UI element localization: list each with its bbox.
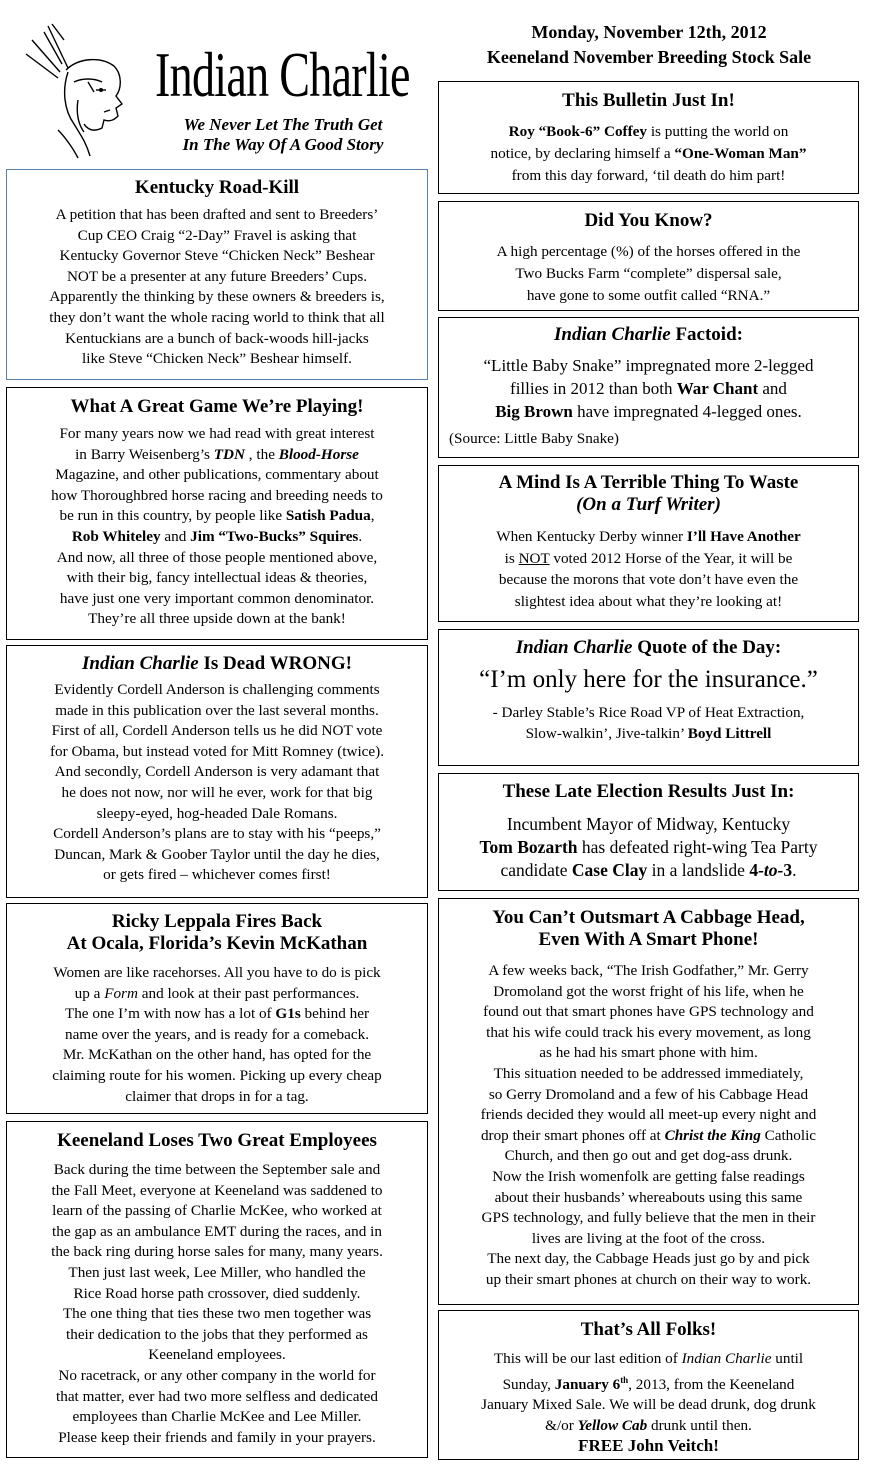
article-body: This will be our last edition of Indian Charlie until Sunday, January 6th, 2013, from the Keeneland January Mixed Sale. We will be dead drunk, dog drunk &/or Yellow Cab drunk until then. FREE John Veitch! (481, 1350, 816, 1456)
issue-date: Monday, November 12th, 2012 (531, 22, 767, 42)
article-did-you-know (438, 201, 859, 311)
dateline (440, 20, 858, 70)
article-factoid (438, 317, 859, 458)
article-title: Keeneland Loses Two Great Employees (57, 1130, 377, 1151)
article-body: “Little Baby Snake” impregnated more 2-legged fillies in 2012 than both War Chant and Big Brown have impregnated 4-legged ones. (483, 356, 814, 421)
article-body: Women are like racehorses. All you have to do is pick up a Form and look at their past performances. The one I’m with now has a lot of G1s behind her name over the years, and is ready for a comeback. Mr. McKathan on the other hand, has opted for the claiming route for his women. Picking up every cheap claimer that drops in for a tag. (52, 964, 382, 1105)
article-election-results (438, 773, 859, 891)
article-body: Roy “Book-6” Coffey is putting the world on notice, by declaring himself a “One-Woman Man” from this day forward, ‘til death do him part! (490, 123, 807, 184)
tagline: We Never Let The Truth Get In The Way Of A Good Story (182, 115, 384, 154)
article-keeneland-employees (6, 1121, 428, 1458)
article-title: You Can’t Outsmart A Cabbage Head, Even With A Smart Phone! (492, 907, 805, 950)
article-quote-of-day (438, 629, 859, 766)
article-body: A few weeks back, “The Irish Godfather,” Mr. Gerry Dromoland got the worst fright of his life, when he found out that smart phones have GPS technology and that his wife could track his every movement, as long as he had his smart phone with him. This situation needed to be addressed immediately, so Gerry Dromoland and a few of his Cabbage Head friends decided they would all meet-up every night and drop their smart phones off at Christ the King Catholic Church, and then go out and get dog-ass drunk. Now the Irish womenfolk are getting false readings about their husbands’ whereabouts using this same GPS technology, and fully believe that the men in their lives are living at the foot of the cross. The next day, the Cabbage Heads just go by and pick up their smart phones at church on their way to work. (480, 962, 817, 1288)
article-title: Ricky Leppala Fires Back At Ocala, Florida’s Kevin McKathan (66, 911, 368, 954)
indian-head-logo-icon (18, 20, 138, 160)
article-body: Evidently Cordell Anderson is challenging comments made in this publication over the last several months. First of all, Cordell Anderson tells us he did NOT vote for Obama, but instead voted for Mitt Romney (twice). And secondly, Cordell Anderson is very adamant that he does not now, nor will he ever, work for that big sleepy-eyed, hog-headed Dale Romans. Cordell Anderson’s plans are to stay with his “peeps,” Duncan, Mark & Goober Taylor until the day he dies, or gets fired – whichever comes first! (49, 681, 385, 884)
article-title: Indian Charlie Quote of the Day: (515, 637, 782, 658)
event-name: Keeneland November Breeding Stock Sale (486, 47, 812, 67)
article-body: When Kentucky Derby winner I’ll Have Another is NOT voted 2012 Horse of the Year, it will be because the morons that vote don’t have even the slightest idea about what they’re looking at! (496, 528, 801, 610)
article-title: Did You Know? (584, 210, 713, 231)
article-great-game (6, 387, 428, 640)
article-title: Indian Charlie Factoid: (554, 324, 743, 345)
article-mind-waste (438, 465, 859, 622)
article-title: That’s All Folks! (580, 1319, 717, 1340)
article-ricky-leppala (6, 903, 428, 1114)
article-dead-wrong (6, 645, 428, 898)
closing-line: FREE John Veitch! (578, 1436, 719, 1456)
publication-title: Indian Charlie (155, 39, 410, 110)
article-cabbage-head (438, 898, 859, 1305)
quote-attribution: - Darley Stable’s Rice Road VP of Heat Extraction, Slow-walkin’, Jive-talkin’ Boyd Littrell (492, 704, 805, 742)
article-body: For many years now we had read with great interest in Barry Weisenberg’s TDN , the Blood-Horse Magazine, and other publications, commentary about how Thoroughbred horse racing and breeding needs to be run in this country, by people like Satish Padua, Rob Whiteley and Jim “Two-Bucks” Squires. And now, all three of those people mentioned above, with their big, fancy intellectual ideas & theories, have just one very important common denominator. They’re all three upside down at the bank! (51, 425, 383, 628)
article-body: A high percentage (%) of the horses offered in the Two Bucks Farm “complete” dispersal sale, have gone to some outfit called “RNA.” (496, 243, 801, 304)
article-title: What A Great Game We’re Playing! (70, 396, 364, 417)
article-title: Indian Charlie Is Dead WRONG! (82, 653, 352, 674)
article-bulletin (438, 81, 859, 194)
article-thats-all-folks (438, 1310, 859, 1460)
article-title: This Bulletin Just In! (562, 90, 735, 111)
article-title: Kentucky Road-Kill (134, 177, 300, 198)
article-body: Incumbent Mayor of Midway, Kentucky Tom Bozarth has defeated right-wing Tea Party candidate Case Clay in a landslide 4-to-3. (479, 814, 818, 880)
article-body: A petition that has been drafted and sent to Breeders’ Cup CEO Craig “2-Day” Fravel is asking that Kentucky Governor Steve “Chicken Neck” Beshear NOT be a presenter at any future Breeders’ Cups. Apparently the thinking by these owners & breeders is, they don’t want the whole racing world to think that all Kentuckians are a bunch of back-woods hill-jacks like Steve “Chicken Neck” Beshear himself. (49, 206, 385, 368)
factoid-source: (Source: Little Baby Snake) (449, 430, 619, 447)
quote-text: “I’m only here for the insurance.” (479, 666, 818, 693)
article-body: Back during the time between the September sale and the Fall Meet, everyone at Keeneland was saddened to learn of the passing of Charlie McKee, who worked at the gap as an ambulance EMT during the races, and in the back ring during horse sales for many, many years. Then just last week, Lee Miller, who handled the Rice Road horse path crossover, died suddenly. The one thing that ties these two men together was their dedication to the jobs that they performed as Keeneland employees. No racetrack, or any other company in the world for that matter, ever had two more selfless and dedicated employees than Charlie McKee and Lee Miller. Please keep their friends and family in your prayers. (51, 1161, 383, 1446)
article-kentucky-road-kill (6, 169, 428, 380)
article-title: A Mind Is A Terrible Thing To Waste (On a Turf Writer) (498, 472, 799, 515)
article-title: These Late Election Results Just In: (502, 781, 795, 802)
